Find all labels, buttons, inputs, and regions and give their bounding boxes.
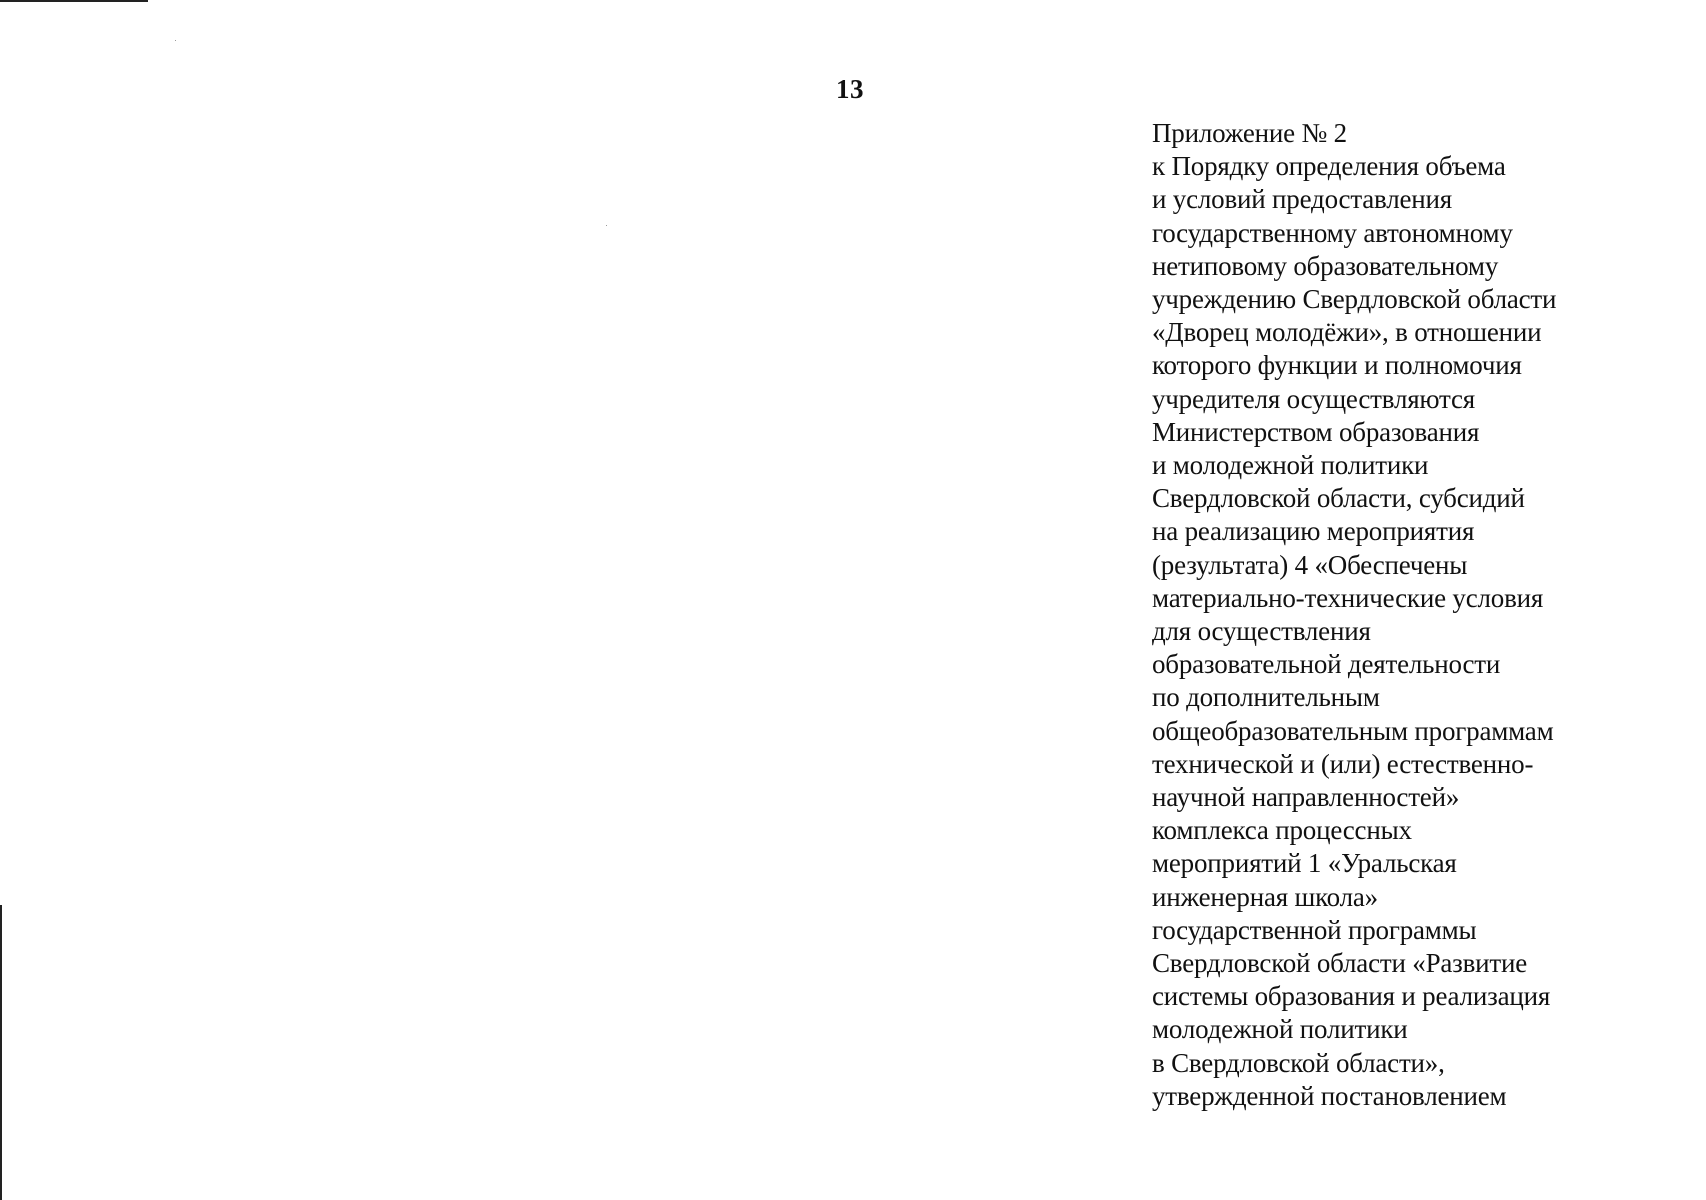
appendix-line: которого функции и полномочия: [1152, 350, 1522, 381]
scan-edge-left: [0, 905, 2, 1200]
scan-speck: [175, 40, 176, 41]
appendix-line: инженерная школа»: [1152, 881, 1378, 912]
appendix-line: и молодежной политики: [1152, 450, 1429, 481]
appendix-line: в Свердловской области»,: [1152, 1047, 1445, 1078]
appendix-line: (результата) 4 «Обеспечены: [1152, 549, 1468, 580]
appendix-line: мероприятий 1 «Уральская: [1152, 848, 1457, 879]
appendix-line: материально-технические условия: [1152, 582, 1544, 613]
scan-edge-top: [0, 0, 148, 2]
appendix-line: Свердловской области «Развитие: [1152, 948, 1528, 979]
scan-speck: [606, 225, 607, 226]
appendix-header: [1152, 117, 1692, 1113]
appendix-line: Министерством образования: [1152, 416, 1480, 447]
appendix-line: системы образования и реализация: [1152, 981, 1551, 1012]
appendix-line: «Дворец молодёжи», в отношении: [1152, 317, 1542, 348]
appendix-line: Приложение № 2: [1152, 118, 1347, 148]
appendix-line: к Порядку определения объема: [1152, 151, 1506, 182]
appendix-line: по дополнительным: [1152, 682, 1380, 713]
appendix-line: нетиповому образовательному: [1152, 250, 1499, 281]
appendix-line: на реализацию мероприятия: [1152, 516, 1475, 547]
appendix-line: общеобразовательным программам: [1152, 715, 1554, 746]
appendix-line: учреждению Свердловской области: [1152, 284, 1557, 315]
appendix-line: комплекса процессных: [1152, 815, 1412, 846]
appendix-line: технической и (или) естественно-: [1152, 748, 1534, 779]
appendix-line: и условий предоставления: [1152, 184, 1453, 215]
appendix-line: утвержденной постановлением: [1152, 1080, 1507, 1111]
appendix-line: молодежной политики: [1152, 1014, 1408, 1045]
appendix-line: научной направленностей»: [1152, 782, 1460, 813]
appendix-line: образовательной деятельности: [1152, 649, 1501, 680]
appendix-line: государственному автономному: [1152, 217, 1513, 248]
appendix-line: Свердловской области, субсидий: [1152, 483, 1525, 514]
page-number: 13: [836, 74, 864, 104]
appendix-line: для осуществления: [1152, 616, 1371, 647]
appendix-line: учредителя осуществляются: [1152, 383, 1475, 414]
appendix-line: государственной программы: [1152, 914, 1477, 945]
